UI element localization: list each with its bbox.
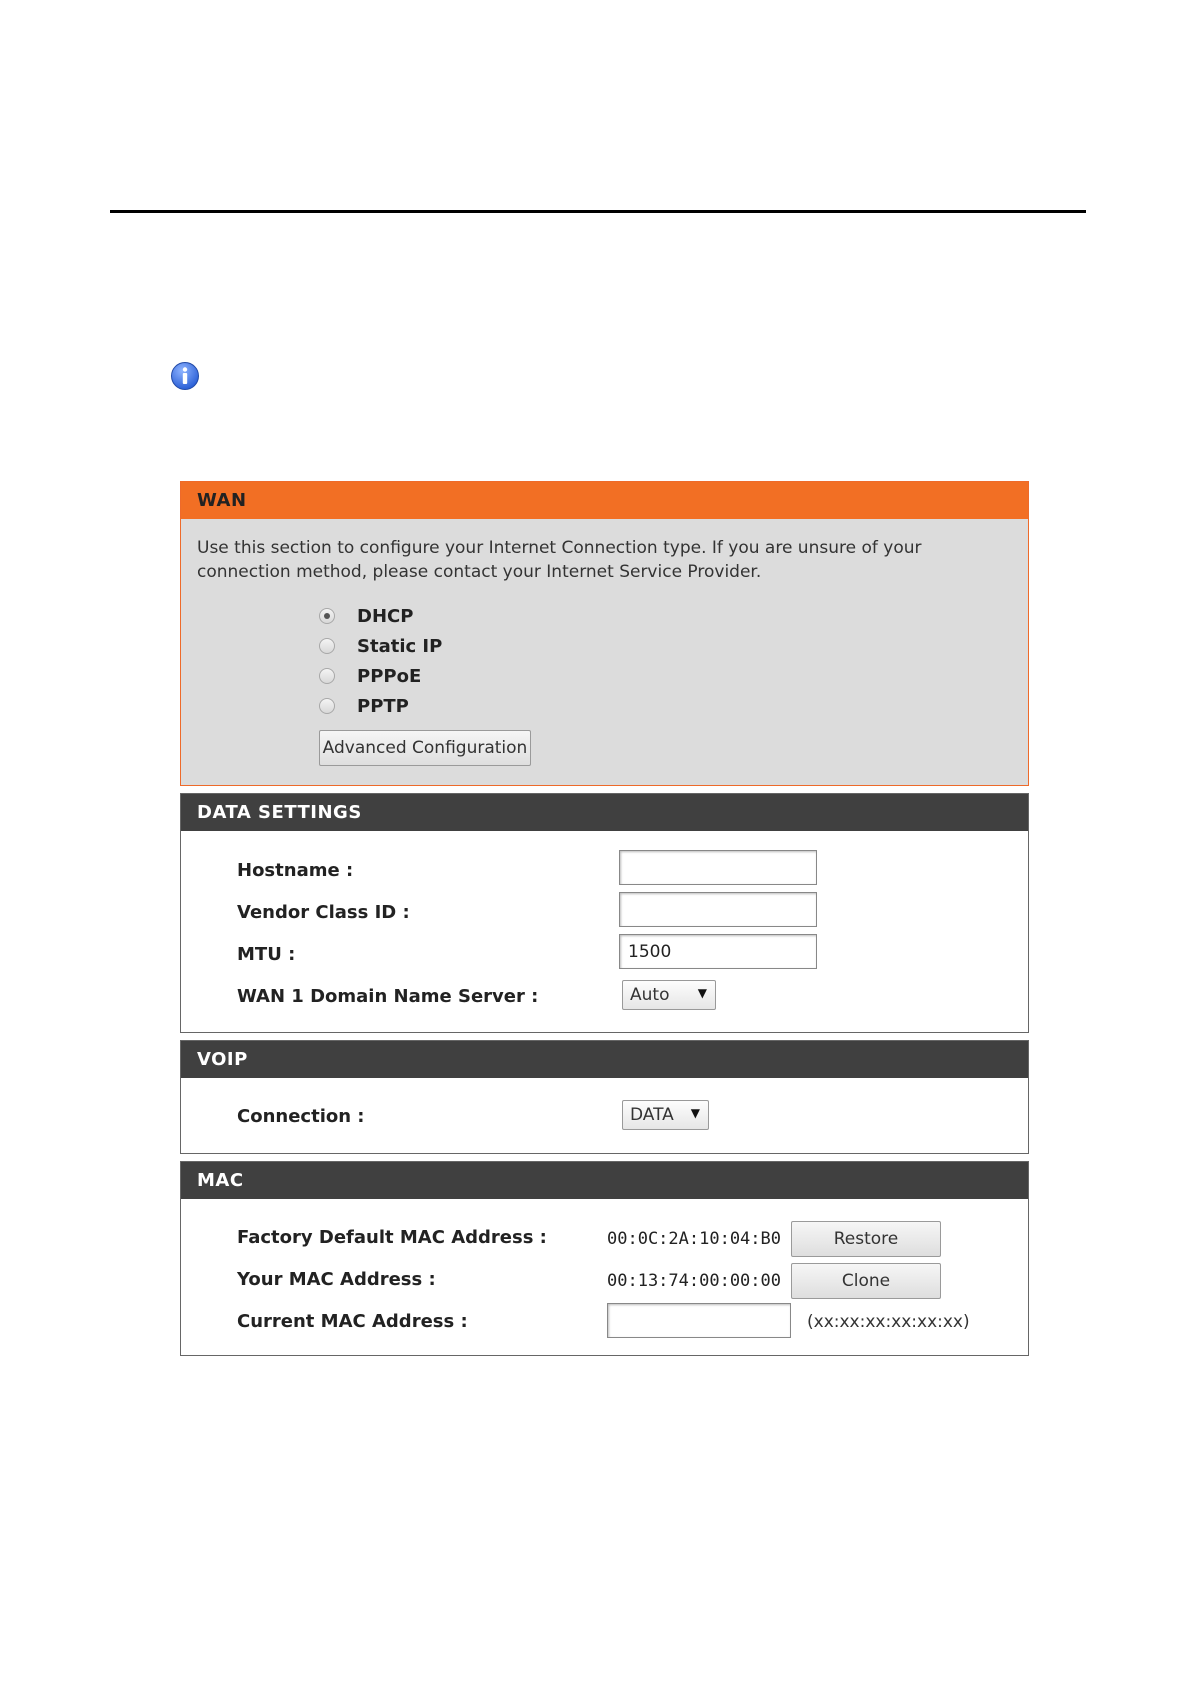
current-mac-label: Current MAC Address : xyxy=(237,1311,468,1332)
factory-mac-value: 00:0C:2A:10:04:B0 xyxy=(607,1229,781,1249)
radio-dhcp-label: DHCP xyxy=(357,606,414,627)
your-mac-value: 00:13:74:00:00:00 xyxy=(607,1271,781,1291)
mac-panel xyxy=(180,1161,1029,1356)
radio-pppoe-label: PPPoE xyxy=(357,666,422,687)
wan1-dns-select[interactable] xyxy=(622,980,716,1010)
wan-header: WAN xyxy=(181,482,1028,519)
wan-panel xyxy=(180,481,1029,786)
data-settings-header: DATA SETTINGS xyxy=(181,794,1028,831)
mac-format-hint: (xx:xx:xx:xx:xx:xx) xyxy=(807,1312,970,1332)
vendor-class-id-input[interactable] xyxy=(619,892,817,927)
connection-label: Connection : xyxy=(237,1106,365,1127)
connection-value: DATA xyxy=(630,1105,674,1125)
info-icon xyxy=(170,361,200,391)
factory-mac-label: Factory Default MAC Address : xyxy=(237,1227,547,1248)
radio-pptp-label: PPTP xyxy=(357,696,409,717)
hostname-label: Hostname : xyxy=(237,860,354,881)
voip-header: VOIP xyxy=(181,1041,1028,1078)
restore-button[interactable]: Restore xyxy=(791,1221,941,1257)
radio-dhcp-button[interactable] xyxy=(319,608,335,624)
wan1-dns-label: WAN 1 Domain Name Server : xyxy=(237,986,539,1007)
voip-panel xyxy=(180,1040,1029,1154)
your-mac-label: Your MAC Address : xyxy=(237,1269,436,1290)
radio-pptp-button[interactable] xyxy=(319,698,335,714)
vendor-class-id-label: Vendor Class ID : xyxy=(237,902,410,923)
radio-static-ip-label: Static IP xyxy=(357,636,443,657)
hostname-input[interactable] xyxy=(619,850,817,885)
top-rule xyxy=(110,210,1086,213)
advanced-configuration-button[interactable]: Advanced Configuration xyxy=(319,730,531,766)
chevron-down-icon: ▼ xyxy=(697,986,707,1000)
data-settings-panel xyxy=(180,793,1029,1033)
current-mac-input[interactable] xyxy=(607,1303,791,1338)
mac-header: MAC xyxy=(181,1162,1028,1199)
wan1-dns-value: Auto xyxy=(630,985,670,1005)
radio-static-ip-button[interactable] xyxy=(319,638,335,654)
connection-select[interactable] xyxy=(622,1100,709,1130)
clone-button[interactable]: Clone xyxy=(791,1263,941,1299)
mtu-label: MTU : xyxy=(237,944,296,965)
radio-pppoe-button[interactable] xyxy=(319,668,335,684)
mtu-input[interactable] xyxy=(619,934,817,969)
wan-description: Use this section to configure your Internet Connection type. If you are unsure of your connection method, please contact your Internet Service Provider. xyxy=(197,538,922,582)
chevron-down-icon: ▼ xyxy=(690,1106,700,1120)
